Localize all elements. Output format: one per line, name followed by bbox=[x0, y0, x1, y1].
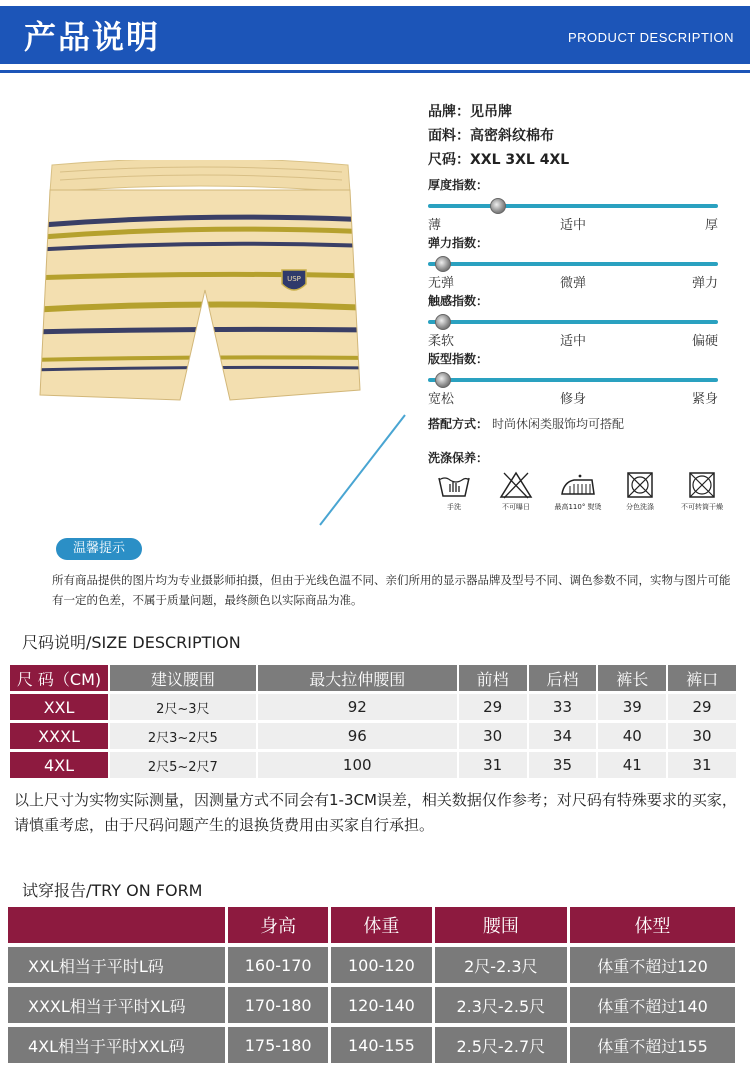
table-cell: 39 bbox=[598, 694, 668, 720]
table-cell: XXXL相当于平时XL码 bbox=[8, 987, 228, 1023]
matching-line bbox=[428, 412, 738, 436]
scale-track bbox=[428, 378, 718, 382]
scale-label: 版型指数： bbox=[428, 352, 489, 366]
scale-tick: 柔软 bbox=[428, 334, 455, 349]
waistband bbox=[50, 160, 350, 192]
try-on-table bbox=[8, 903, 738, 1067]
try-header-cell: 体型 bbox=[570, 907, 738, 943]
size-header-cell: 前档 bbox=[459, 665, 529, 691]
page-header bbox=[0, 0, 750, 78]
size-header-cell: 裤长 bbox=[598, 665, 668, 691]
table-row bbox=[8, 987, 738, 1023]
table-cell: 31 bbox=[668, 752, 738, 778]
table-cell: 34 bbox=[529, 723, 599, 749]
table-cell: 体重不超过120 bbox=[570, 947, 738, 983]
matching-value: 时尚休闲类服饰均可搭配 bbox=[492, 417, 625, 431]
no-sun-item bbox=[490, 470, 542, 512]
table-cell: 140-155 bbox=[331, 1027, 434, 1063]
scale-knob bbox=[435, 256, 451, 272]
table-cell: 2.3尺-2.5尺 bbox=[435, 987, 571, 1023]
tip-badge: 温馨提示 bbox=[56, 538, 142, 560]
table-cell: 2尺5~2尺7 bbox=[110, 752, 258, 778]
try-header-cell: 腰围 bbox=[435, 907, 571, 943]
scale-tick: 修身 bbox=[559, 392, 586, 407]
size-header-cell: 最大拉伸腰围 bbox=[258, 665, 459, 691]
scale-tick: 紧身 bbox=[691, 392, 718, 407]
size-table bbox=[10, 662, 738, 781]
scale-ticks bbox=[428, 214, 718, 233]
fabric-line: 面料：高密斜纹棉布 bbox=[428, 128, 554, 144]
product-info bbox=[428, 100, 738, 512]
size-section-title: 尺码说明/SIZE DESCRIPTION bbox=[22, 633, 241, 652]
table-row bbox=[8, 1027, 738, 1063]
scale-tick: 适中 bbox=[559, 218, 586, 233]
separate-wash-item bbox=[614, 470, 666, 512]
table-cell: 29 bbox=[459, 694, 529, 720]
scale-tick: 厚 bbox=[704, 218, 718, 233]
scale-tick: 偏硬 bbox=[691, 334, 718, 349]
table-cell: 2尺-2.3尺 bbox=[435, 947, 571, 983]
try-header-cell bbox=[8, 907, 228, 943]
table-row bbox=[10, 752, 738, 778]
table-row bbox=[8, 947, 738, 983]
no-sun-icon bbox=[498, 470, 534, 500]
scale-label: 厚度指数： bbox=[428, 178, 489, 192]
table-cell: 2.5尺-2.7尺 bbox=[435, 1027, 571, 1063]
scale-tick: 无弹 bbox=[428, 276, 455, 291]
wash-caption: 不可曝日 bbox=[502, 503, 530, 511]
size-table-header bbox=[10, 665, 738, 691]
try-table-header bbox=[8, 907, 738, 943]
thickness-scale bbox=[428, 176, 738, 234]
scale-knob bbox=[435, 372, 451, 388]
size-name-cell: XXL bbox=[10, 694, 110, 720]
washing-label: 洗涤保养： bbox=[428, 451, 489, 465]
table-row bbox=[10, 694, 738, 720]
hand-wash-item bbox=[428, 470, 480, 512]
table-cell: 160-170 bbox=[228, 947, 331, 983]
tip-text: 所有商品提供的图片均为专业摄影师拍摄，但由于光线色温不同、亲们所用的显示器品牌及型号不同、调色参数不同，实物与图片可能有一定的色差，不属于质量问题，最终颜色以实际商品为准。 bbox=[52, 573, 731, 607]
table-cell: 100-120 bbox=[331, 947, 434, 983]
size-name-cell: XXXL bbox=[10, 723, 110, 749]
table-cell: 92 bbox=[258, 694, 459, 720]
table-cell: 33 bbox=[529, 694, 599, 720]
header-subtitle: PRODUCT DESCRIPTION bbox=[568, 30, 734, 45]
header-title: 产品说明 bbox=[24, 18, 161, 56]
elasticity-scale bbox=[428, 234, 738, 292]
table-cell: 35 bbox=[529, 752, 599, 778]
scale-knob bbox=[435, 314, 451, 330]
table-cell: 30 bbox=[668, 723, 738, 749]
header-underline bbox=[0, 70, 750, 73]
scale-tick: 宽松 bbox=[428, 392, 455, 407]
table-cell: 175-180 bbox=[228, 1027, 331, 1063]
table-cell: 4XL相当于平时XXL码 bbox=[8, 1027, 228, 1063]
scale-ticks bbox=[428, 272, 718, 291]
scale-label: 触感指数： bbox=[428, 294, 489, 308]
scale-tick: 适中 bbox=[559, 334, 586, 349]
wash-caption: 不可转筒干燥 bbox=[681, 503, 723, 511]
table-cell: 41 bbox=[598, 752, 668, 778]
try-header-cell: 身高 bbox=[228, 907, 331, 943]
iron-icon bbox=[558, 470, 598, 500]
table-cell: 40 bbox=[598, 723, 668, 749]
table-cell: 120-140 bbox=[331, 987, 434, 1023]
shorts-badge bbox=[282, 270, 306, 290]
sizes-line: 尺码：XXL 3XL 4XL bbox=[428, 152, 570, 168]
size-header-cell: 裤口 bbox=[668, 665, 738, 691]
scale-ticks bbox=[428, 388, 718, 407]
try-section-title: 试穿报告/TRY ON FORM bbox=[22, 881, 203, 900]
wash-caption: 手洗 bbox=[447, 503, 461, 511]
table-cell: 100 bbox=[258, 752, 459, 778]
fit-scale bbox=[428, 350, 738, 408]
wash-caption: 最高110° 熨烫 bbox=[554, 503, 602, 511]
try-header-cell: 体重 bbox=[331, 907, 434, 943]
svg-text:USP: USP bbox=[287, 275, 301, 283]
index-scales bbox=[428, 176, 738, 408]
size-note: 以上尺寸为实物实际测量，因测量方式不同会有1-3CM误差，相关数据仅作参考；对尺码有特殊要求的买家，请慎重考虑，由于尺码问题产生的退换货费用由买家自行承担。 bbox=[14, 791, 737, 834]
no-tumble-dry-icon bbox=[684, 470, 720, 500]
table-cell: 31 bbox=[459, 752, 529, 778]
table-cell: 体重不超过155 bbox=[570, 1027, 738, 1063]
shorts-image bbox=[30, 160, 370, 440]
scale-track bbox=[428, 262, 718, 266]
size-header-cell: 尺 码（CM) bbox=[10, 665, 110, 691]
table-cell: 30 bbox=[459, 723, 529, 749]
size-name-cell: 4XL bbox=[10, 752, 110, 778]
iron-item bbox=[552, 470, 604, 512]
table-cell: 2尺~3尺 bbox=[110, 694, 258, 720]
scale-ticks bbox=[428, 330, 718, 349]
scale-label: 弹力指数： bbox=[428, 236, 489, 250]
scale-track bbox=[428, 204, 718, 208]
table-cell: 2尺3~2尺5 bbox=[110, 723, 258, 749]
table-cell: 29 bbox=[668, 694, 738, 720]
hand-wash-icon bbox=[436, 470, 472, 500]
touch-scale bbox=[428, 292, 738, 350]
scale-tick: 微弹 bbox=[559, 276, 586, 291]
table-cell: 96 bbox=[258, 723, 459, 749]
size-header-cell: 建议腰围 bbox=[110, 665, 258, 691]
scale-tick: 弹力 bbox=[691, 276, 718, 291]
table-cell: XXL相当于平时L码 bbox=[8, 947, 228, 983]
washing-icons bbox=[428, 470, 738, 512]
scale-track bbox=[428, 320, 718, 324]
table-row bbox=[10, 723, 738, 749]
scale-knob bbox=[490, 198, 506, 214]
brand-line: 品牌：见吊牌 bbox=[428, 104, 512, 120]
size-header-cell: 后档 bbox=[529, 665, 599, 691]
table-cell: 体重不超过140 bbox=[570, 987, 738, 1023]
no-tumble-dry-item bbox=[676, 470, 728, 512]
wash-caption: 分色洗涤 bbox=[626, 503, 654, 511]
table-cell: 170-180 bbox=[228, 987, 331, 1023]
separate-wash-icon bbox=[622, 470, 658, 500]
scale-tick: 薄 bbox=[428, 218, 442, 233]
matching-label: 搭配方式： bbox=[428, 417, 489, 431]
